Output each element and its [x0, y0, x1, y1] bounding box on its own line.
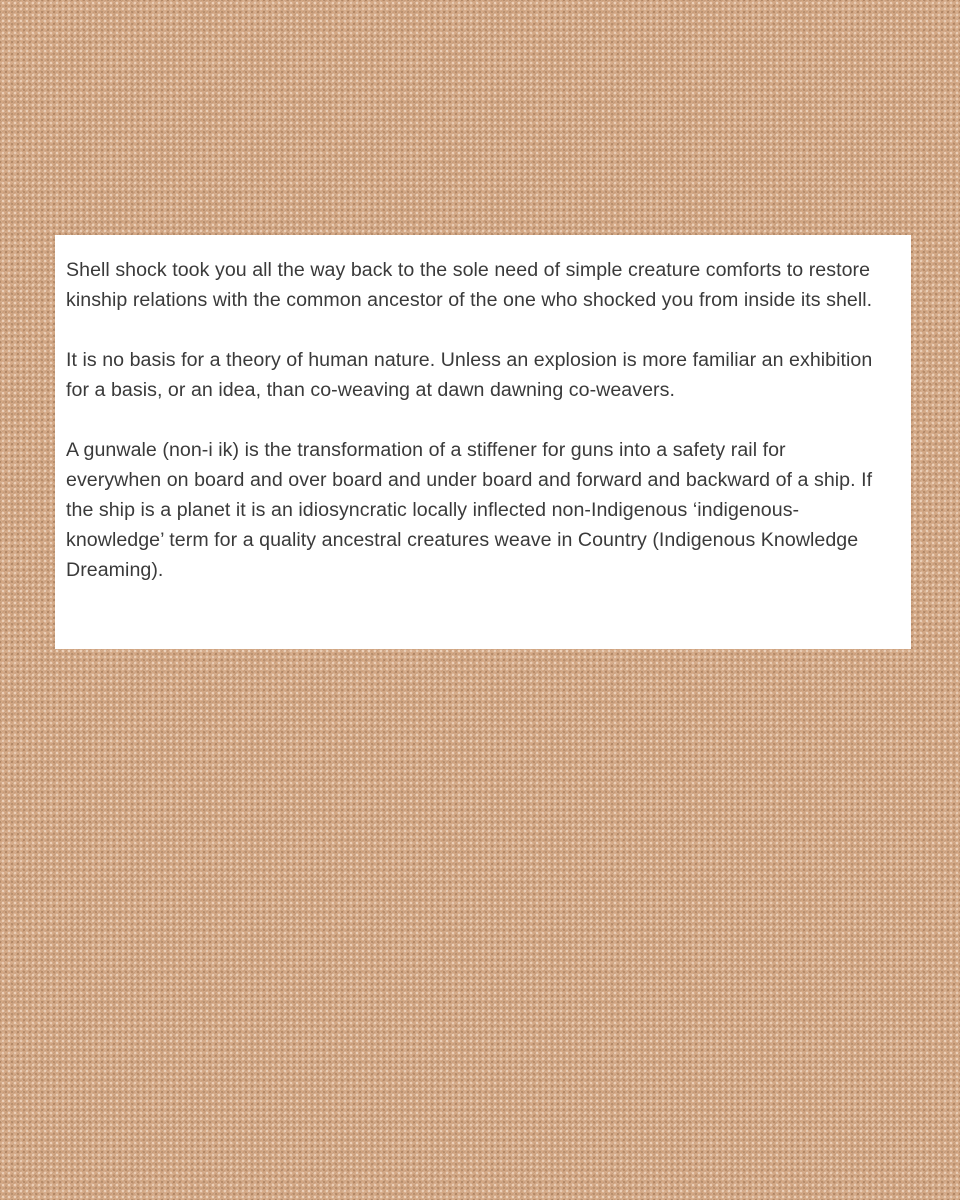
paragraph-human-nature: It is no basis for a theory of human nature. Unless an explosion is more familiar an exhibition for a basis, or an idea, than co-weaving at dawn dawning co-weavers.	[66, 349, 873, 401]
paragraph-gunwale: A gunwale (non-i ik) is the transformation of a stiffener for guns into a safety rail for everywhen on board and over board and under board and forward and backward of a ship. If the ship is a planet it is an idiosyncratic locally inflected non-Indigenous ‘indigenous-knowledge’ term for a quality ancestral creatures weave in Country (Indigenous Knowledge Dreaming).	[66, 439, 873, 581]
paragraph-shell-shock: Shell shock took you all the way back to the sole need of simple creature comforts to restore kinship relations with the common ancestor of the one who shocked you from inside its shell.	[66, 259, 873, 311]
text-card	[55, 235, 911, 649]
